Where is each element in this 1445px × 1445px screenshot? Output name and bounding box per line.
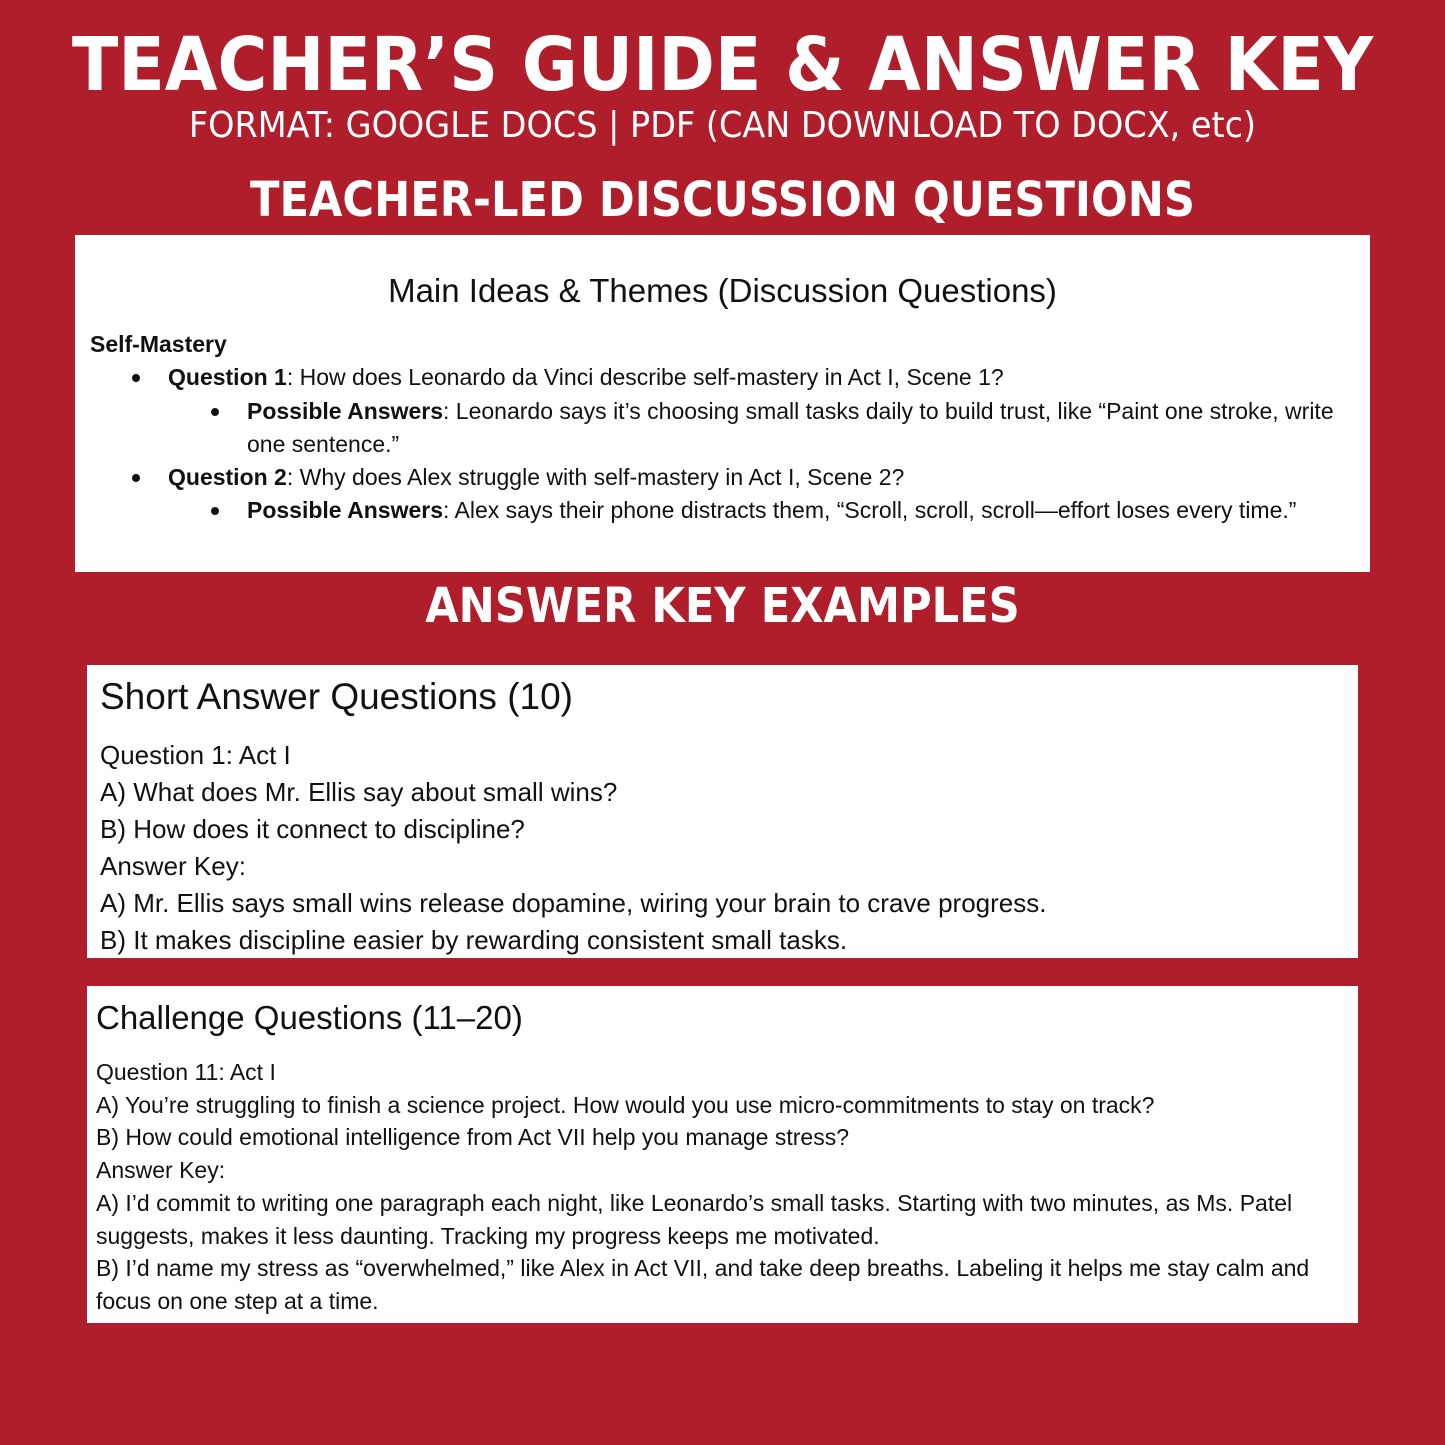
bullet-icon <box>211 408 219 416</box>
short-answer-title: Short Answer Questions (10) <box>100 676 573 717</box>
format-subtitle: FORMAT: GOOGLE DOCS | PDF (CAN DOWNLOAD TO DOCX, etc) <box>188 105 1257 146</box>
short-answer-panel <box>87 665 1358 958</box>
answer-item <box>247 395 1347 461</box>
bullet-icon <box>132 474 140 482</box>
question-item <box>168 461 1348 494</box>
discussion-heading: TEACHER-LED DISCUSSION QUESTIONS <box>250 172 1195 228</box>
question-part-b: B) How could emotional intelligence from Act VII help you manage stress? <box>96 1124 849 1151</box>
answer-part-b: B) I’d name my stress as “overwhelmed,” like Alex in Act VII, and take deep breaths. Labeling it helps me stay calm and focus on one step at a time. <box>96 1255 1310 1314</box>
challenge-title: Challenge Questions (11–20) <box>96 999 523 1036</box>
answer-part-a: A) I’d commit to writing one paragraph each night, like Leonardo’s small tasks. Starting with two minutes, as Ms. Patel suggests, makes it less daunting. Tracking my progress keeps me motivated. <box>96 1189 1293 1249</box>
bullet-icon <box>132 374 140 382</box>
question-part-a: A) You’re struggling to finish a science project. How would you use micro-commitments to stay on track? <box>96 1091 1155 1118</box>
discussion-doc-title: Main Ideas & Themes (Discussion Questions) <box>388 272 1057 309</box>
question-text: : How does Leonardo da Vinci describe self-mastery in Act I, Scene 1? <box>286 364 1004 390</box>
challenge-body <box>96 1056 1341 1318</box>
answer-label: Possible Answers <box>247 497 444 523</box>
short-answer-body <box>100 737 1046 959</box>
answer-label: Possible Answers <box>247 398 444 424</box>
question-label: Question 2 <box>168 464 287 490</box>
answer-part-b: B) It makes discipline easier by rewarding consistent small tasks. <box>100 925 848 955</box>
challenge-questions-panel <box>87 986 1358 1323</box>
question-line: Question 1: Act I <box>100 740 291 770</box>
answer-text: : Leonardo says it’s choosing small tasks daily to build trust, like “Paint one stroke, write one sentence.” <box>247 398 1334 457</box>
answer-key-label: Answer Key: <box>96 1157 226 1184</box>
question-part-a: A) What does Mr. Ellis say about small wins? <box>100 777 618 807</box>
answer-text: : Alex says their phone distracts them, “Scroll, scroll, scroll—effort loses every time.” <box>443 497 1297 523</box>
question-line: Question 11: Act I <box>96 1059 276 1085</box>
answer-part-a: A) Mr. Ellis says small wins release dopamine, wiring your brain to crave progress. <box>100 888 1047 918</box>
discussion-questions-panel <box>75 235 1370 572</box>
question-part-b: B) How does it connect to discipline? <box>100 814 525 844</box>
question-item <box>168 361 1348 394</box>
answer-key-heading: ANSWER KEY EXAMPLES <box>425 578 1020 634</box>
answer-item <box>247 494 1347 527</box>
bullet-icon <box>211 507 219 515</box>
question-text: : Why does Alex struggle with self-mastery in Act I, Scene 2? <box>286 464 905 490</box>
section-label: Self-Mastery <box>90 331 227 357</box>
main-title: TEACHER’S GUIDE & ANSWER KEY <box>71 22 1374 108</box>
question-label: Question 1 <box>168 364 287 390</box>
answer-key-label: Answer Key: <box>100 851 246 881</box>
